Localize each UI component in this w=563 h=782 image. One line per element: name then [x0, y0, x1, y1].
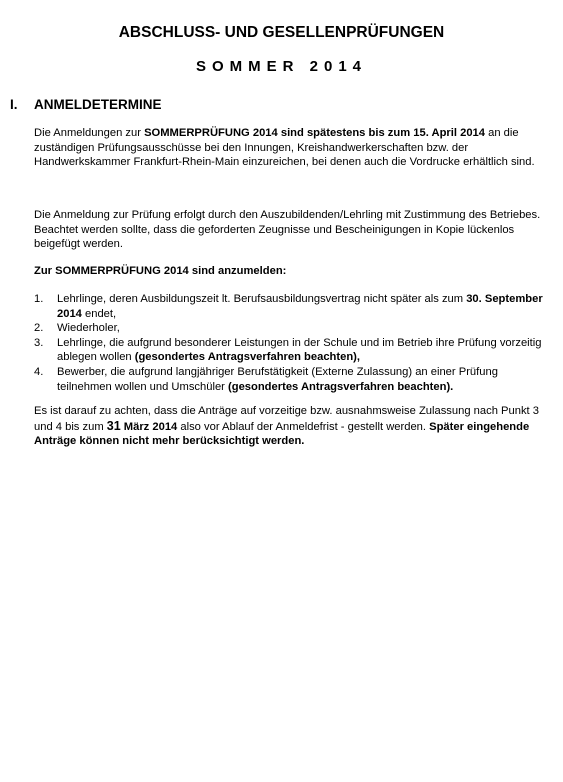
text-run: an die zuständigen Prüfungsausschüsse bei den Innungen, Kreishandwerkerschaften bzw. der Handwerkskammer Frankfurt-Rhein-Main einzureichen, bei denen auch die Vordrucke erhältlich sind.: [34, 127, 535, 169]
bold-text: 30. September 2014: [57, 293, 543, 320]
section-title: ANMELDETERMINE: [34, 97, 162, 112]
text-run: Es ist darauf zu achten, dass die Anträge auf vorzeitige bzw. ausnahmsweise Zulassung nach Punkt 3 und 4 bis zum: [34, 405, 539, 433]
bold-text: (gesondertes Antragsverfahren beachten),: [134, 351, 361, 364]
list-number: 3.: [34, 336, 44, 349]
list-item: [34, 321, 546, 336]
list-number: 1.: [34, 293, 44, 305]
list-item: [34, 365, 546, 394]
bold-text: (gesondertes Antragsverfahren beachten).: [228, 380, 454, 393]
bold-date-day: 31: [106, 418, 121, 433]
text-run: Bewerber, die aufgrund langjähriger Berufstätigkeit (Externe Zulassung) an einer Prüfung teilnehmen wollen und Umschüler: [57, 365, 498, 393]
paragraph-early-admission-note: [34, 404, 546, 449]
list-number: 2.: [34, 322, 44, 335]
text-run: Lehrlinge, deren Ausbildungszeit lt. Berufsausbildungsvertrag nicht später als zum: [57, 293, 467, 305]
text-run: Lehrlinge, die aufgrund besonderer Leistungen in der Schule und im Betrieb ihre Prüfung vorzeitig ablegen wollen: [57, 336, 542, 364]
section-number: I.: [10, 97, 18, 112]
document-title: ABSCHLUSS- UND GESELLENPRÜFUNGEN: [118, 24, 445, 41]
bold-deadline: SOMMERPRÜFUNG 2014 sind spätestens bis zum 15. April 2014: [144, 127, 485, 139]
document-subtitle: SOMMER 2014: [195, 58, 368, 75]
list-item: [34, 336, 546, 365]
text-run: Wiederholer,: [57, 322, 120, 335]
paragraph-list-intro: Zur SOMMERPRÜFUNG 2014 sind anzumelden:: [34, 265, 287, 277]
list-number: 4.: [34, 365, 44, 378]
section-heading: [10, 97, 162, 112]
paragraph-registration-deadline: [34, 126, 546, 170]
list-item: [34, 292, 546, 321]
bold-date-month: März 2014: [120, 420, 178, 433]
text-run: endet,: [81, 307, 117, 320]
text-run: also vor Ablauf der Anmeldefrist - gestellt werden.: [177, 420, 430, 433]
paragraph-registration-procedure: Die Anmeldung zur Prüfung erfolgt durch den Auszubildenden/Lehrling mit Zustimmung des Betriebes. Beachtet werden sollte, dass die geforderten Zeugnisse und Bescheinigungen in Kopie lückenlos beigefügt werden.: [34, 209, 541, 251]
text-run: Die Anmeldungen zur: [34, 127, 145, 139]
eligibility-list: [34, 292, 546, 394]
bold-warning: Später eingehende Anträge können nicht mehr berücksichtigt werden.: [34, 420, 530, 448]
